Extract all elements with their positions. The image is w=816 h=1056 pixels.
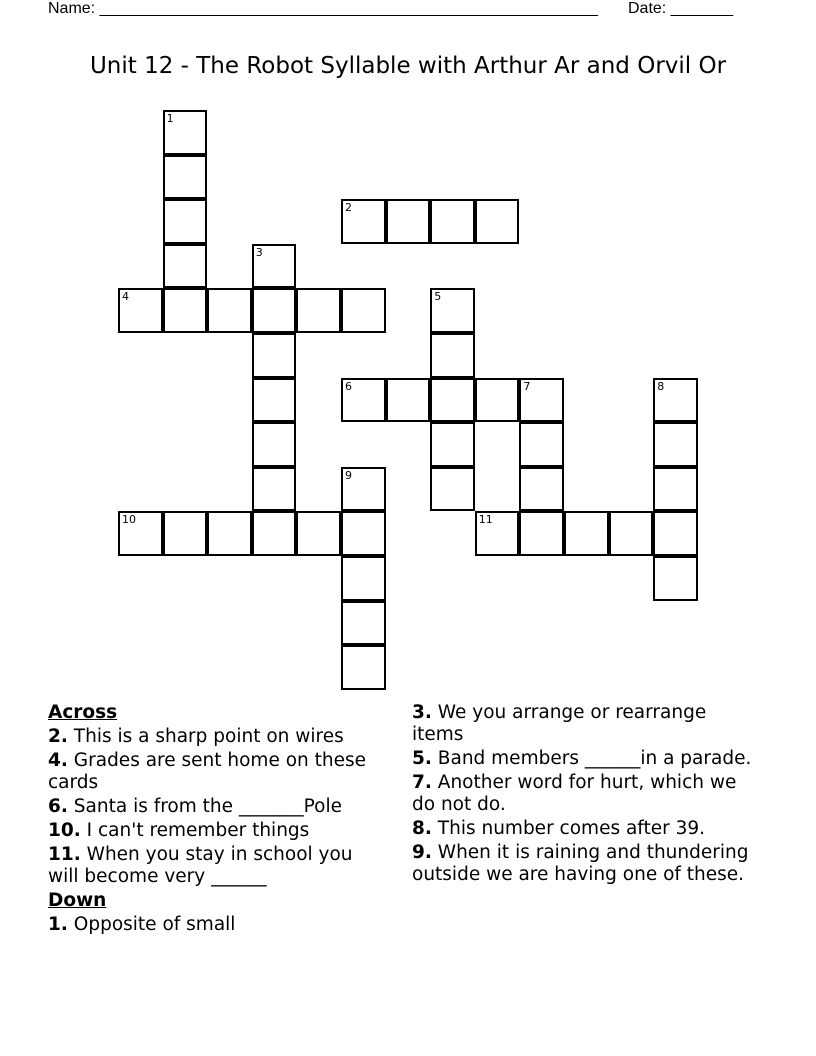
across-clue [48, 796, 388, 818]
page-title: Unit 12 - The Robot Syllable with Arthur Ar and Orvil Or [89, 53, 727, 79]
clue-number-label: 2. [48, 726, 68, 747]
crossword-cell[interactable] [341, 556, 386, 601]
crossword-cell[interactable] [118, 511, 163, 556]
clue-text: We you arrange or rearrange items [412, 702, 707, 745]
clue-number-label: 7. [412, 772, 432, 793]
clue-number: 3 [255, 245, 263, 259]
across-clue-list [48, 726, 388, 888]
clue-number: 7 [523, 379, 531, 393]
crossword-cell[interactable] [252, 378, 297, 423]
crossword-cell[interactable] [430, 333, 475, 378]
clue-number: 10 [122, 513, 136, 527]
clue-text: This number comes after 39. [431, 818, 706, 839]
crossword-cell[interactable] [475, 511, 520, 556]
across-clue [48, 820, 388, 842]
clue-number-label: 3. [412, 702, 432, 723]
clue-number: 4 [122, 290, 129, 304]
crossword-cell[interactable] [386, 199, 431, 244]
clue-number: 9 [345, 468, 352, 482]
crossword-cell[interactable] [430, 422, 475, 467]
clue-text: Opposite of small [67, 914, 236, 935]
down-clue [412, 818, 757, 840]
across-heading: Across [48, 702, 118, 723]
clues-column-left [48, 702, 388, 938]
crossword-cell[interactable] [653, 422, 698, 467]
clue-number: 1 [166, 112, 174, 125]
clue-number: 5 [434, 290, 442, 304]
name-field-label: Name: ________________________________________________________ [48, 0, 598, 17]
crossword-cell[interactable] [475, 378, 520, 423]
crossword-cell[interactable] [252, 244, 297, 289]
clue-number: 6 [345, 379, 352, 393]
crossword-cell[interactable] [163, 511, 208, 556]
crossword-cell[interactable] [341, 288, 386, 333]
clue-number-label: 11. [48, 844, 81, 865]
clue-number-label: 4. [48, 750, 68, 771]
crossword-cell[interactable] [163, 199, 208, 244]
crossword-cell[interactable] [430, 288, 475, 333]
crossword-cell[interactable] [386, 378, 431, 423]
crossword-cell[interactable] [653, 511, 698, 556]
crossword-cell[interactable] [341, 199, 386, 244]
clue-number-label: 6. [48, 796, 68, 817]
crossword-cell[interactable] [341, 645, 386, 690]
clue-number-label: 9. [412, 842, 432, 863]
clue-text: This is a sharp point on wires [67, 726, 344, 747]
down-clue [412, 702, 757, 746]
clue-text: I can't remember things [80, 820, 310, 841]
across-clue [48, 726, 388, 748]
clue-number-label: 1. [48, 914, 68, 935]
crossword-cell[interactable] [207, 511, 252, 556]
clue-text: Band members ______in a parade. [431, 748, 752, 769]
clue-text: When it is raining and thundering outside we are having one of these. [412, 842, 749, 885]
crossword-cell[interactable] [653, 467, 698, 512]
crossword-cell[interactable] [163, 288, 208, 333]
down-clue [48, 914, 388, 936]
crossword-cell[interactable] [519, 467, 564, 512]
clue-text: When you stay in school you will become very ______ [48, 844, 353, 887]
clue-number: 2 [345, 201, 352, 215]
crossword-cell[interactable] [609, 511, 654, 556]
crossword-cell[interactable] [341, 378, 386, 423]
clues-column-right [412, 702, 757, 888]
crossword-cell[interactable] [252, 511, 297, 556]
down-clue [412, 748, 757, 770]
crossword-cell[interactable] [163, 155, 208, 200]
crossword-cell[interactable] [252, 288, 297, 333]
down-clue-list [48, 914, 388, 936]
clue-number: 8 [657, 379, 665, 393]
clue-number-label: 8. [412, 818, 432, 839]
crossword-cell[interactable] [341, 467, 386, 512]
crossword-cell[interactable] [252, 422, 297, 467]
crossword-cell[interactable] [653, 378, 698, 423]
clue-number-label: 10. [48, 820, 81, 841]
clue-number-label: 5. [412, 748, 432, 769]
crossword-cell[interactable] [296, 511, 341, 556]
crossword-cell[interactable] [341, 511, 386, 556]
crossword-cell[interactable] [163, 110, 208, 155]
crossword-cell[interactable] [207, 288, 252, 333]
crossword-cell[interactable] [252, 467, 297, 512]
crossword-cell[interactable] [430, 199, 475, 244]
clue-number: 11 [478, 513, 493, 527]
crossword-cell[interactable] [118, 288, 163, 333]
crossword-cell[interactable] [519, 378, 564, 423]
crossword-cell[interactable] [430, 467, 475, 512]
down-heading: Down [48, 890, 107, 911]
crossword-cell[interactable] [519, 511, 564, 556]
clue-text: Another word for hurt, which we do not do. [412, 772, 737, 815]
clue-text: Santa is from the _______Pole [67, 796, 342, 817]
crossword-cell[interactable] [653, 556, 698, 601]
crossword-cell[interactable] [252, 333, 297, 378]
crossword-cell[interactable] [341, 601, 386, 646]
date-field-label: Date: _______ [628, 0, 733, 17]
down-clue-list-continued [412, 702, 757, 886]
crossword-cell[interactable] [163, 244, 208, 289]
crossword-cell[interactable] [564, 511, 609, 556]
across-clue [48, 750, 388, 794]
crossword-cell[interactable] [475, 199, 520, 244]
crossword-cell[interactable] [430, 378, 475, 423]
down-clue [412, 842, 757, 886]
across-clue [48, 844, 388, 888]
crossword-cell[interactable] [296, 288, 341, 333]
down-clue [412, 772, 757, 816]
clue-text: Grades are sent home on these cards [48, 750, 367, 793]
crossword-cell[interactable] [519, 422, 564, 467]
